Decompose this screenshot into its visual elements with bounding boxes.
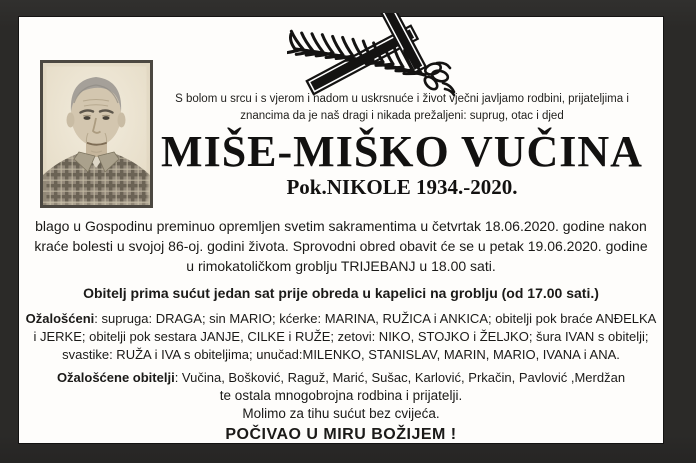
intro-line-2: znancima da je naš dragi i nikada prežaljeni: suprug, otac i djed [240,110,564,122]
funeral-announcement: blago u Gospodinu preminuo opremljen svetim sakramentima u četvrtak 18.06.2020. godine nakon kraće bolesti u svojoj 86-oj. godini života. Sprovodni obred obavit će se u petak 19.06.2020. godine u rimokatoličkom groblju TRIJEBANJ u 18.00 sati. [34,218,648,274]
portrait-image [43,63,150,205]
grieving-families-line-2: te ostala mnogobrojna rodbina i prijatelji. [219,388,463,403]
closing-line: POČIVAO U MIRU BOŽIJEM ! [225,426,457,443]
deceased-portrait-photo [40,60,153,208]
father-name-and-years: Pok.NIKOLE 1934.-2020. [286,175,518,199]
mourners-label: Ožalošćeni [25,311,95,326]
grieving-families-paragraph [19,369,663,387]
grieving-families-label: Ožalošćene obitelji [56,370,175,385]
mourners-paragraph [19,310,663,364]
condolence-notice: Obitelj prima sućut jedan sat prije obreda u kapelici na groblju (od 17.00 sati.) [83,285,599,301]
notice-paper [19,17,663,443]
mourners-list: : supruga: DRAGA; sin MARIO; kćerke: MARINA, RUŽICA i ANKICA; obitelji pok braće ANĐELKA i JERKE; obitelji pok sestara JANJE, CILKE i RUŽE; zetovi: NIKO, STOJKO i ŽELJKO; šura IVAN s obitelji; svastike: RUŽA i IVA s obiteljima; unučad:MILENKO, STANISLAV, MARIN, MARIO, IVANA i ANA. [33,311,657,362]
cross-and-palm-icon [287,13,472,101]
grieving-families-list: : Vučina, Bošković, Raguž, Marić, Sušac, Karlović, Prkačin, Pavlović ,Merdžan [174,370,626,385]
no-flowers-request: Molimo za tihu sućut bez cvijeća. [242,406,440,421]
intro-line-1: S bolom u srcu i s vjerom i nadom u uskrsnuće i život vječni javljamo rodbini, prijateljima i [175,93,629,105]
deceased-name: MIŠE-MIŠKO VUČINA [161,127,643,176]
